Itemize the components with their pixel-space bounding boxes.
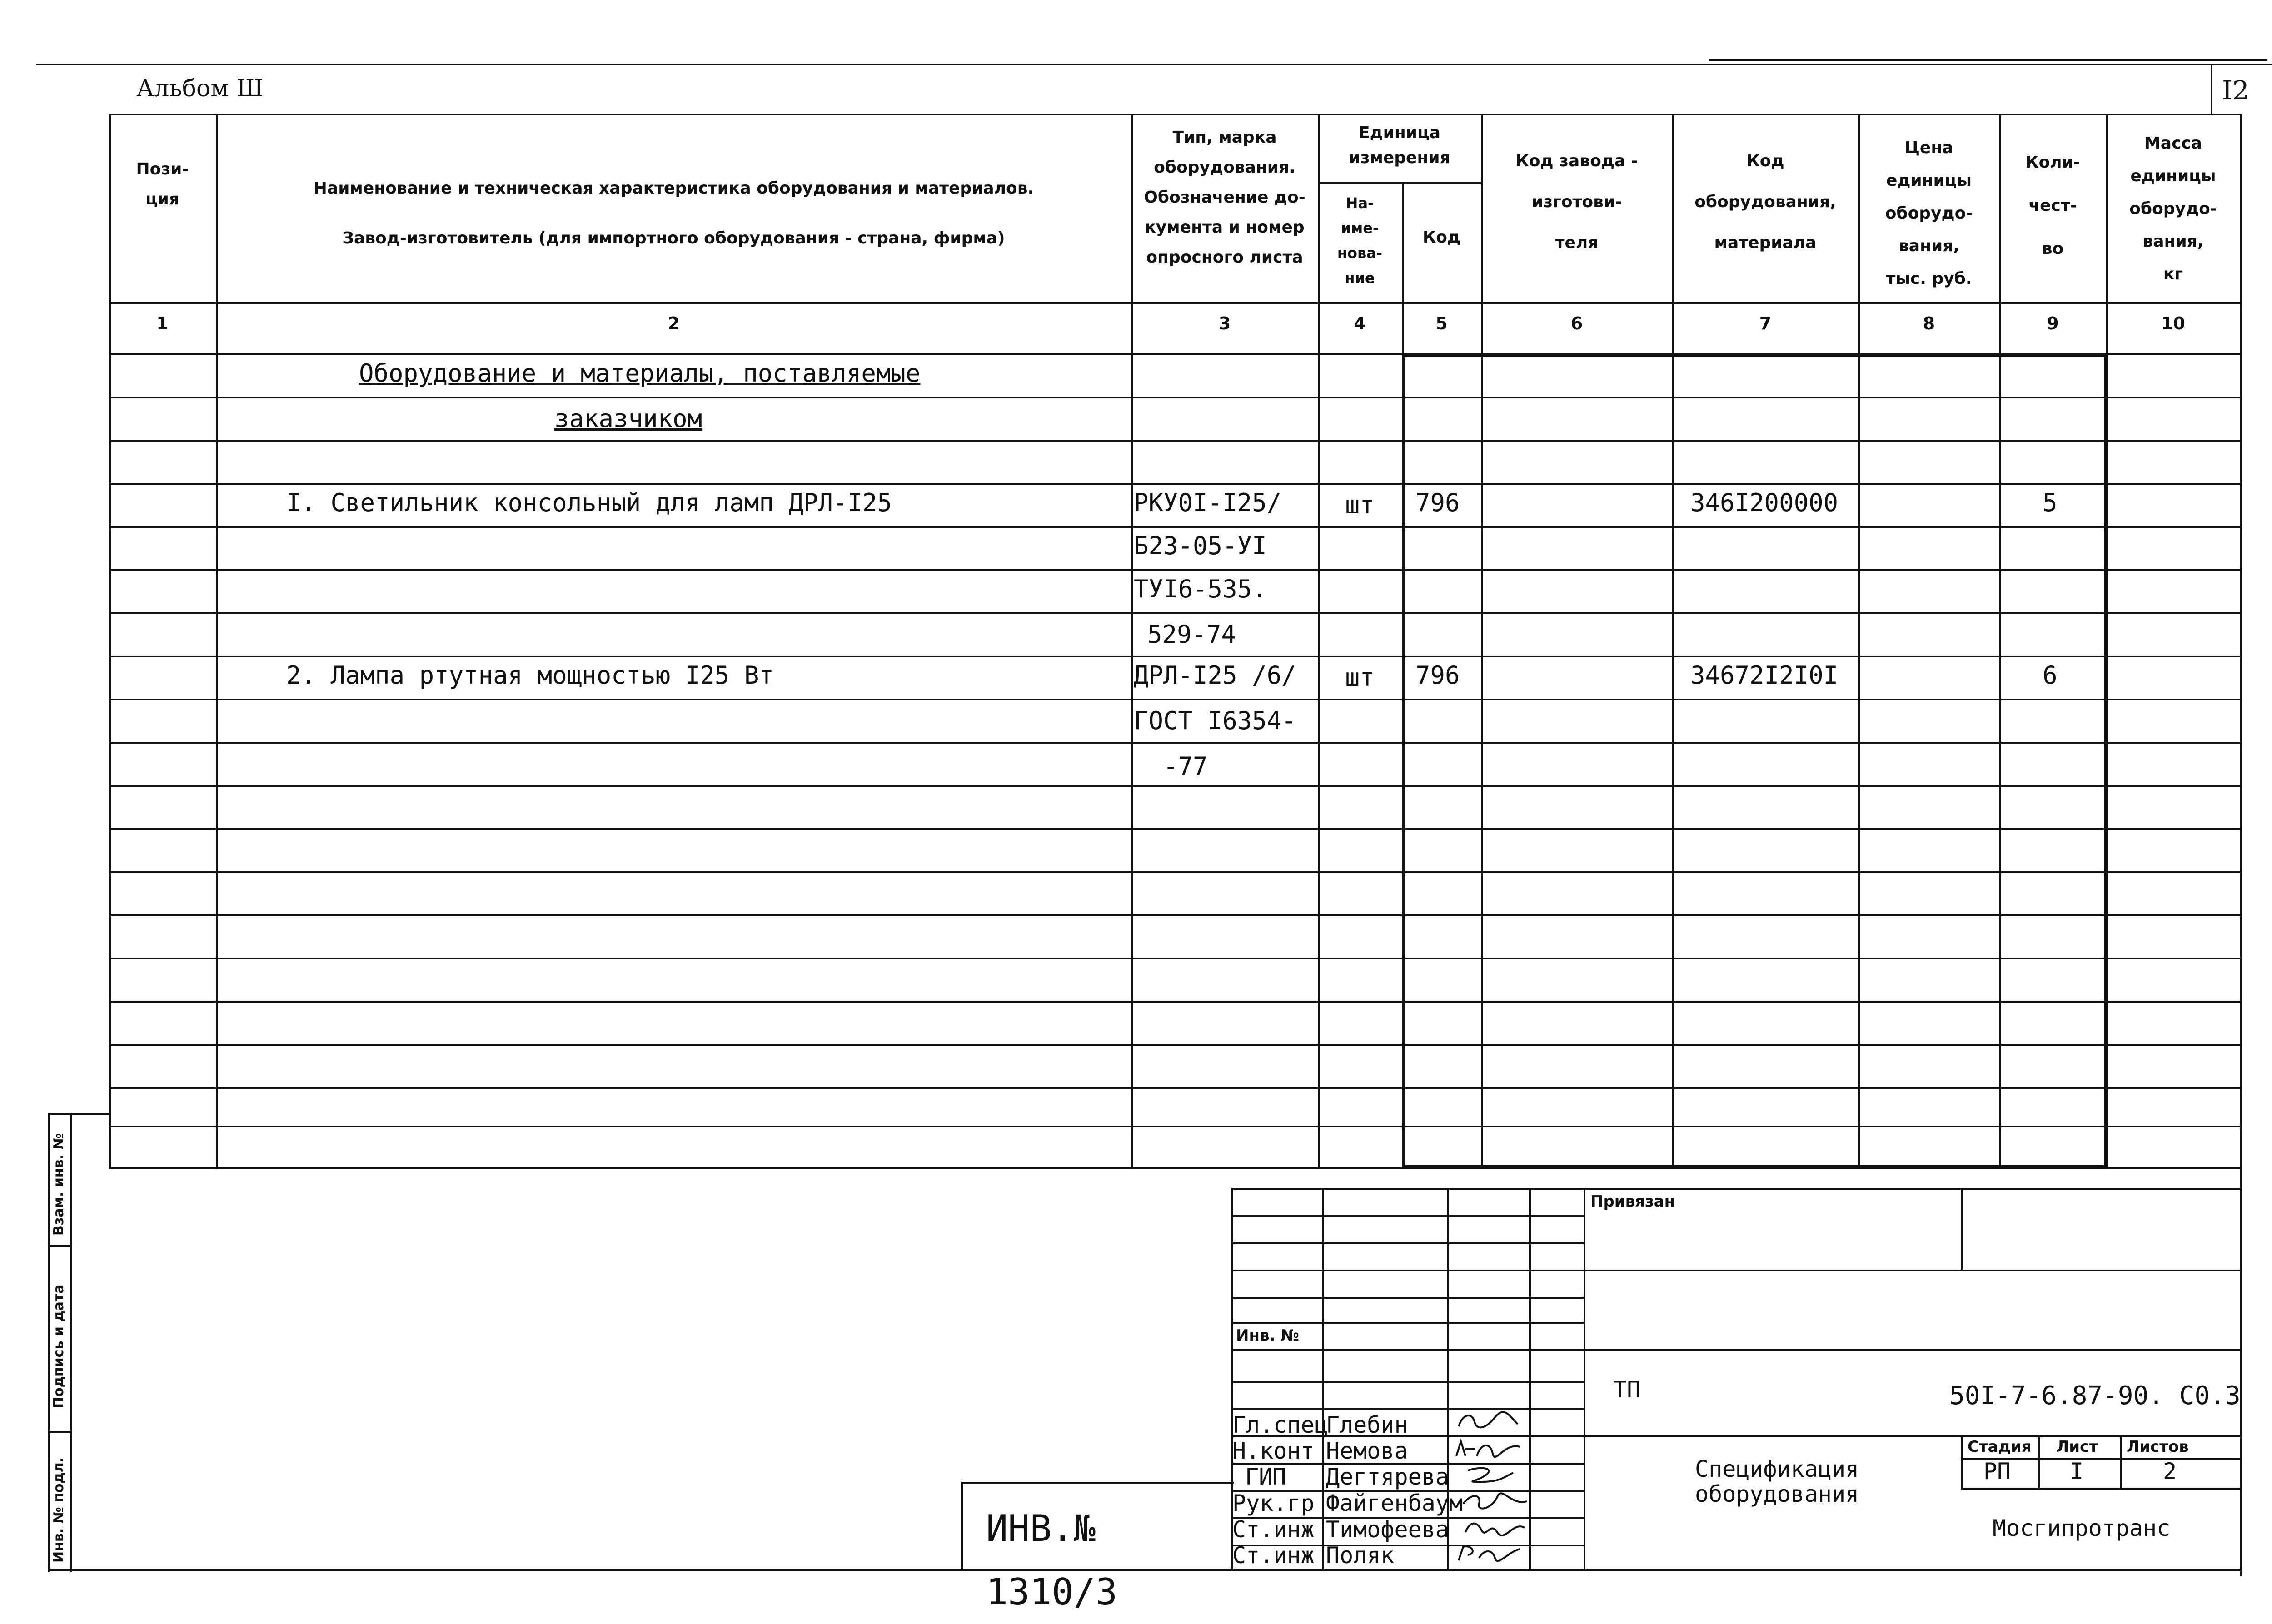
header-text: Пози- xyxy=(136,160,189,179)
header-text: Цена xyxy=(1904,139,1953,157)
header-name xyxy=(216,164,1131,263)
tb-stage-bottom xyxy=(1961,1488,2240,1490)
header-text: Код завода - xyxy=(1515,152,1638,170)
tb-privyazan: Привязан xyxy=(1590,1192,1675,1211)
tb-inv-no: Инв. № xyxy=(1236,1326,1300,1345)
header-text: кг xyxy=(2163,265,2183,283)
signature-degtyareva xyxy=(1454,1464,1522,1485)
tb-person: Немова xyxy=(1326,1438,1408,1464)
tb-small-row xyxy=(1231,1242,1584,1244)
tb-small-row xyxy=(1231,1270,2240,1271)
tb-role: Ст.инж xyxy=(1232,1542,1315,1569)
page-top-line xyxy=(1709,59,2267,61)
header-text: единицы xyxy=(1886,171,1972,190)
tb-stage: РП xyxy=(1983,1458,2011,1485)
tb-sheets: 2 xyxy=(2163,1458,2177,1485)
header-equipment-code xyxy=(1672,141,1858,263)
item-2-equipment-code: 34672I2I0I xyxy=(1690,661,1839,690)
signature-nemova xyxy=(1454,1438,1522,1460)
tb-doc-title-line-2: оборудования xyxy=(1695,1481,1859,1507)
inventory-stamp: ИНВ.№ 1310/3 xyxy=(986,1507,1117,1613)
sidebar-label-inv-podl: Инв. № подл. xyxy=(51,1457,67,1563)
item-2-type-line: ГОСТ I6354- xyxy=(1134,706,1296,735)
header-text: вания, xyxy=(1898,237,1959,255)
row-line xyxy=(109,483,2240,485)
header-text: опросного листа xyxy=(1146,248,1303,267)
header-text: оборудования. xyxy=(1154,158,1295,177)
header-text: нова- xyxy=(1337,244,1383,262)
bold-frame-top xyxy=(1402,353,2106,357)
sidebar-outer-left xyxy=(48,1113,50,1572)
row-line xyxy=(109,526,2240,528)
col-line-8 xyxy=(1999,114,2001,1167)
signature-faigenbaum xyxy=(1461,1490,1529,1512)
header-text: Наименование и техническая характеристика оборудования и материалов. xyxy=(313,179,1034,198)
header-text: име- xyxy=(1340,219,1379,237)
tb-stage-label: Стадия xyxy=(1968,1438,2032,1456)
tb-person: Дегтярева xyxy=(1326,1464,1449,1490)
item-1-quantity: 5 xyxy=(2043,488,2058,517)
section-title-line-1: Оборудование и материалы, поставляемые xyxy=(359,359,921,387)
row-line xyxy=(109,440,2240,442)
signature-timofeeva xyxy=(1461,1516,1529,1538)
item-2-name: 2. Лампа ртутная мощностью I25 Вт xyxy=(286,661,774,690)
col-line-5 xyxy=(1481,114,1483,1167)
tb-role: Н.конт xyxy=(1232,1438,1315,1464)
header-text: ция xyxy=(145,190,180,209)
row-line xyxy=(109,1044,2240,1046)
column-number: 7 xyxy=(1759,313,1772,333)
tb-sheet: I xyxy=(2070,1458,2084,1485)
sidebar-div-2 xyxy=(48,1431,70,1433)
col-line-0 xyxy=(109,114,111,1167)
header-type xyxy=(1131,123,1318,273)
row-line xyxy=(109,785,2240,787)
tb-small-row xyxy=(1231,1297,1584,1299)
sidebar-top xyxy=(48,1113,109,1115)
table-top xyxy=(109,114,2240,115)
tb-small-row xyxy=(1231,1381,1584,1383)
sidebar-div-1 xyxy=(48,1245,70,1247)
row-line xyxy=(109,871,2240,873)
header-text: Код xyxy=(1746,152,1784,170)
header-text: вания, xyxy=(2142,232,2204,251)
top-border xyxy=(36,64,2272,65)
column-number: 4 xyxy=(1354,313,1366,333)
col-line-6 xyxy=(1672,114,1674,1167)
header-mass xyxy=(2106,127,2240,291)
column-number: 1 xyxy=(156,313,169,333)
item-1-unit: шт xyxy=(1345,491,1375,519)
tb-col-date-end xyxy=(1584,1188,1585,1569)
tb-sheets-label: Листов xyxy=(2127,1438,2189,1456)
tb-stage-div-1 xyxy=(2038,1435,2040,1488)
tb-person: Тимофеева xyxy=(1326,1516,1449,1543)
col-line-10 xyxy=(2240,114,2242,1576)
tb-stage-left xyxy=(1961,1435,1963,1488)
item-2-quantity: 6 xyxy=(2043,661,2058,690)
header-quantity xyxy=(1999,141,2106,270)
row-line xyxy=(109,1126,2240,1127)
tb-doc-title-line-1: Спецификация xyxy=(1695,1456,1859,1482)
column-number: 8 xyxy=(1923,313,1935,333)
item-1-unit-code: 796 xyxy=(1415,488,1460,517)
header-text: оборудо- xyxy=(1885,204,1973,223)
signature-polyak xyxy=(1454,1542,1522,1564)
sidebar-inner xyxy=(70,1113,72,1572)
signature-glebin xyxy=(1454,1410,1522,1432)
tb-small-row xyxy=(1231,1215,1584,1217)
header-unit-name xyxy=(1318,191,1402,291)
col-line-1 xyxy=(216,114,218,1167)
stamp-top xyxy=(961,1482,1234,1484)
row-line xyxy=(109,1001,2240,1003)
item-2-type-line: ДРЛ-I25 /6/ xyxy=(1134,661,1296,690)
item-1-type-line: РКУ0I-I25/ xyxy=(1134,488,1282,517)
column-number: 3 xyxy=(1218,313,1231,333)
tb-col-role-end xyxy=(1322,1188,1324,1569)
column-number: 2 xyxy=(668,313,680,333)
stamp-left xyxy=(961,1482,963,1570)
header-unit-group xyxy=(1318,120,1481,170)
tb-doc-code: 50I-7-6.87-90. С0.3 xyxy=(1949,1381,2241,1410)
tb-stage-div-2 xyxy=(2120,1435,2122,1488)
item-2-unit: шт xyxy=(1345,663,1375,692)
item-1-equipment-code: 346I200000 xyxy=(1690,488,1839,517)
row-line xyxy=(109,828,2240,830)
item-1-type-line: Б23-05-УI xyxy=(1134,531,1267,560)
header-text: измерения xyxy=(1349,149,1450,167)
sheet-number: I2 xyxy=(2222,75,2249,106)
tb-small-row xyxy=(1231,1408,1584,1410)
item-2-unit-code: 796 xyxy=(1415,661,1460,690)
row-line xyxy=(109,914,2240,916)
header-text: чест- xyxy=(2028,196,2077,215)
column-number: 10 xyxy=(2161,313,2185,333)
header-text: во xyxy=(2042,239,2064,258)
row-line xyxy=(109,958,2240,959)
row-line xyxy=(109,656,2240,657)
row-line xyxy=(109,612,2240,614)
tb-person: Поляк xyxy=(1326,1542,1395,1569)
header-text: теля xyxy=(1555,233,1599,252)
header-text: Обозначение до- xyxy=(1144,188,1305,207)
tb-small-row xyxy=(1231,1322,1584,1324)
header-text: тыс. руб. xyxy=(1886,269,1972,288)
header-text: оборудо- xyxy=(2129,199,2217,218)
item-1-type-line: ТУI6-535. xyxy=(1134,575,1267,603)
header-text: материала xyxy=(1714,233,1817,252)
table-bottom xyxy=(109,1167,2240,1169)
tb-organization: Мосгипротранс xyxy=(1993,1515,2171,1541)
tb-small-row xyxy=(1231,1349,2240,1351)
item-1-type-line: 529-74 xyxy=(1147,620,1236,649)
header-position xyxy=(109,154,216,214)
tb-col-sign-end xyxy=(1529,1188,1531,1569)
tb-sheet-label: Лист xyxy=(2056,1438,2098,1456)
header-unit-code: Код xyxy=(1422,228,1461,247)
header-text: Завод-изготовитель (для импортного оборудования - страна, фирма) xyxy=(342,229,1005,248)
sidebar-bottom xyxy=(48,1569,2240,1571)
tb-role: Рук.гр xyxy=(1232,1490,1315,1516)
column-number: 6 xyxy=(1570,313,1583,333)
item-1-name: I. Светильник консольный для ламп ДРЛ-I25 xyxy=(286,488,892,517)
row-line xyxy=(109,742,2240,744)
header-text: ние xyxy=(1345,269,1375,287)
item-2-type-line: -77 xyxy=(1163,752,1208,780)
header-factory-code xyxy=(1481,141,1672,263)
tb-role: Гл.спец xyxy=(1232,1412,1328,1438)
header-text: единицы xyxy=(2130,167,2216,185)
column-number: 9 xyxy=(2047,313,2059,333)
tb-person: Глебин xyxy=(1326,1412,1408,1438)
header-text: Коли- xyxy=(2025,153,2080,172)
tb-privyazan-divider xyxy=(1961,1188,1963,1270)
header-bottom xyxy=(109,302,2240,304)
header-text: Единица xyxy=(1359,124,1440,142)
tb-person: Файгенбаум xyxy=(1326,1490,1463,1516)
column-number: 5 xyxy=(1435,313,1448,333)
header-text: Масса xyxy=(2144,134,2202,153)
tb-role: ГИП xyxy=(1245,1464,1286,1490)
unit-group-divider xyxy=(1318,182,1481,184)
album-label: Альбом Ш xyxy=(136,75,264,102)
tb-top xyxy=(1231,1188,2240,1190)
tb-tp: ТП xyxy=(1613,1376,1641,1403)
row-line xyxy=(109,569,2240,571)
row-line xyxy=(109,397,2240,398)
header-text: изготови- xyxy=(1531,193,1622,211)
row-line xyxy=(109,1087,2240,1089)
tb-role: Ст.инж xyxy=(1232,1516,1315,1543)
sheet-num-divider xyxy=(2211,64,2212,114)
section-title-line-2: заказчиком xyxy=(554,404,703,433)
header-text: На- xyxy=(1345,194,1374,212)
sidebar-label-signature-date: Подпись и дата xyxy=(51,1284,67,1408)
header-price xyxy=(1858,132,1999,295)
sidebar-label-vzam-inv: Взам. инв. № xyxy=(51,1133,67,1236)
header-text: кумента и номер xyxy=(1145,218,1305,237)
row-line xyxy=(109,699,2240,700)
header-text: Тип, марка xyxy=(1172,128,1277,147)
header-text: оборудования, xyxy=(1694,193,1836,211)
